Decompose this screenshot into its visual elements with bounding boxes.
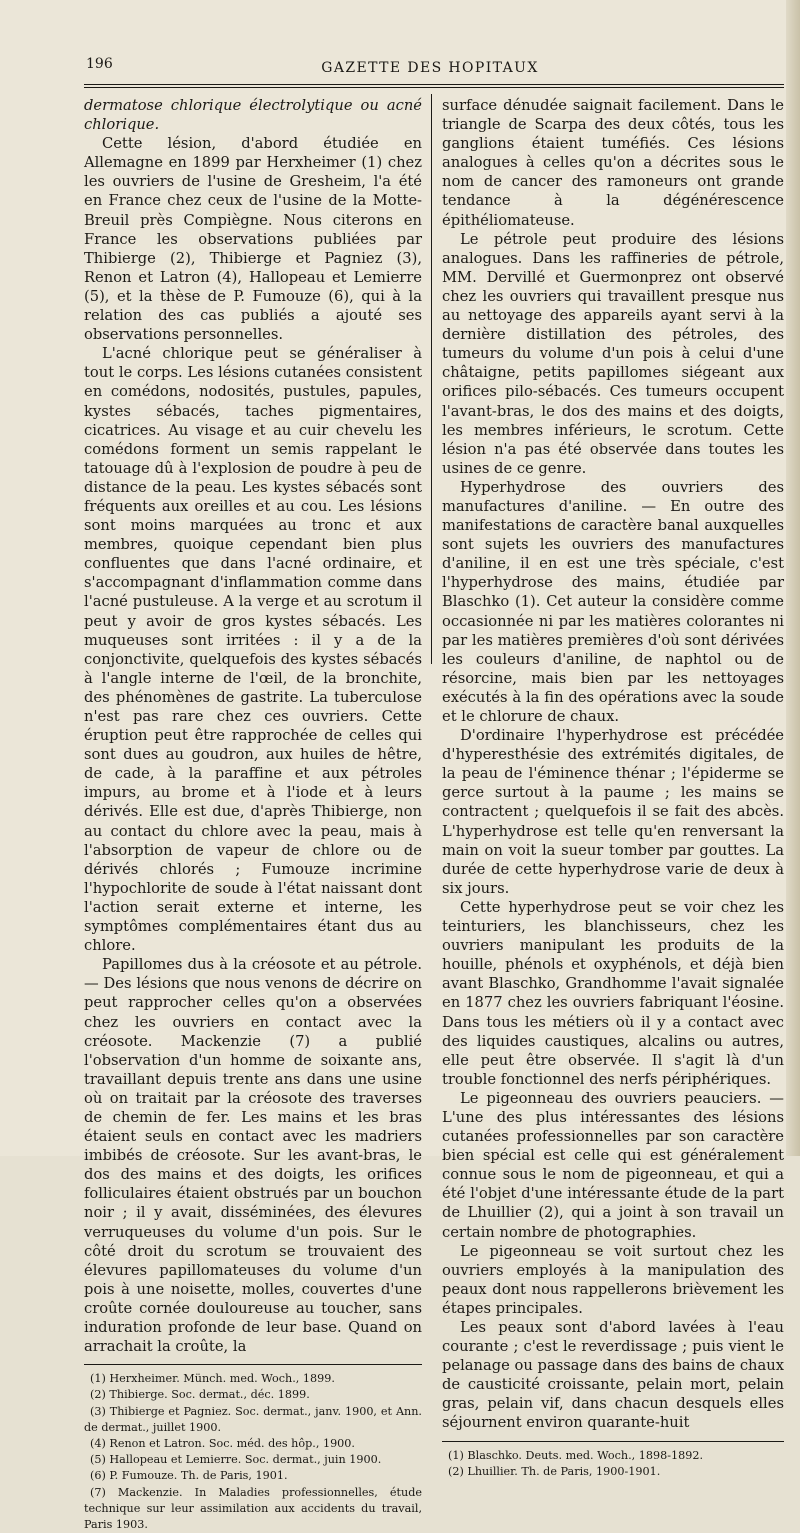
footnote: (7) Mackenzie. In Maladies professionnelles, étude technique sur leur assimilation aux accidents du travail, Paris 1903. <box>84 1485 422 1532</box>
paragraph: Cette lésion, d'abord étudiée en Allemagne en 1899 par Herxheimer (1) chez les ouvriers de l'usine de Gresheim, l'a été en France chez ceux de l'usine de la Motte-Breuil près Compiègne. Nous citerons en France les observations publiées par Thibierge (2), Thibierge et Pagniez (3), Renon et Latron (4), Hallopeau et Lemierre (5), et la thèse de P. Fumouze (6), qui à la relation des cas publiés a ajouté ses observations personnelles. <box>84 135 422 344</box>
column-divider <box>431 94 432 664</box>
footnote: (2) Thibierge. Soc. dermat., déc. 1899. <box>90 1388 310 1402</box>
paragraph: L'acné chlorique peut se généraliser à tout le corps. Les lésions cutanées consistent en comédons, nodosités, pustules, papules, kystes sébacés, taches pigmentaires, cicatrices. Au visage et au cuir chevelu les comédons forment un semis rappelant le tatouage dû à l'explosion de poudre à peu de distance de la peau. Les kystes sébacés sont fréquents aux oreilles et au cou. Les lésions sont moins marquées au tronc et aux membres, quoique cependant bien plus confluentes que dans l'acné ordinaire, et s'accompagnant d'inflammation comme dans l'acné pustuleuse. A la verge et au scrotum il peut y avoir de gros kystes sébacés. Les muqueuses sont irritées : il y a de la conjonctivite, quelquefois des kystes sébacés à l'angle interne de l'œil, de la bronchite, des phénomènes de gastrite. La tuberculose n'est pas rare chez ces ouvriers. Cette éruption peut être rapprochée de celles qui sont dues au goudron, aux huiles de hêtre, de cade, à la paraffine et aux pétroles impurs, au brome et à l'iode et à leurs dérivés. Elle est due, d'après Thibierge, non au contact du chlore avec la peau, mais à l'absorption de vapeur de chlore ou de dérivés chlorés ; Fumouze incrimine l'hypochlorite de soude à l'état naissant dont l'action serait externe et interne, les symptômes complémentaires étant dus au chlore. <box>84 345 422 955</box>
footnotes-left <box>84 1371 422 1533</box>
footnotes-right <box>442 1448 784 1480</box>
footnote: (1) Herxheimer. Münch. med. Woch., 1899. <box>90 1372 335 1386</box>
right-column <box>442 96 784 1480</box>
left-column <box>84 96 422 1533</box>
footnote: (6) P. Fumouze. Th. de Paris, 1901. <box>90 1469 288 1483</box>
paragraph-title: dermatose chlorique électrolytique ou acné chlorique. <box>84 97 422 134</box>
running-title: GAZETTE DES HOPITAUX <box>321 60 539 76</box>
footnote: (2) Lhuillier. Th. de Paris, 1900-1901. <box>448 1464 661 1478</box>
paragraph: surface dénudée saignait facilement. Dans le triangle de Scarpa des deux côtés, tous les ganglions étaient tuméfiés. Ces lésions analogues à celles qu'on a décrites sous le nom de cancer des ramoneurs ont grande tendance à la dégénérescence épithéliomateuse. <box>442 97 784 229</box>
page-edge-shadow <box>786 0 800 1156</box>
paragraph: Cette hyperhydrose peut se voir chez les teinturiers, les blanchisseurs, chez les ouvriers manipulant les produits de la houille, phénols et oxyphénols, et déjà bien avant Blaschko, Grandhomme l'avait signalée en 1877 chez les ouvriers fabriquant l'éosine. Dans tous les métiers où il y a contact avec des liquides caustiques, alcalins ou autres, elle peut être observée. Il s'agit là d'un trouble fonctionnel des nerfs périphériques. <box>442 898 784 1088</box>
header-double-rule <box>84 84 784 88</box>
paragraph: Les peaux sont d'abord lavées à l'eau courante ; c'est le reverdissage ; puis vient le pelanage ou passage dans des bains de chaux de causticité croissante, pelain mort, pelain gras, pelain vif, dans chacun desquels elles séjournent environ quarante-huit <box>442 1319 784 1432</box>
paragraph: Papillomes dus à la créosote et au pétrole. — Des lésions que nous venons de décrire on peut rapprocher celles qu'on a observées chez les ouvriers en contact avec la créosote. Mackenzie (7) a publié l'observation d'un homme de soixante ans, travaillant depuis trente ans dans une usine où on traitait par la créosote des traverses de chemin de fer. Les mains et les bras étaient seuls en contact avec les madriers imbibés de créosote. Sur les avant-bras, le dos des mains et des doigts, les orifices folliculaires étaient obstrués par un bouchon noir ; il y avait, disséminées, des élevures verruqueuses du volume d'un pois. Sur le côté droit du scrotum se trouvaient des élevures papillomateuses du volume d'un pois à une noisette, molles, couvertes d'une croûte cornée douloureuse au toucher, sans induration profonde de leur base. Quand on arrachait la croûte, la <box>84 956 422 1356</box>
footnote-rule <box>442 1441 784 1442</box>
footnote: (5) Hallopeau et Lemierre. Soc. dermat., juin 1900. <box>90 1453 382 1467</box>
paragraph: Le pétrole peut produire des lésions analogues. Dans les raffineries de pétrole, MM. Dervillé et Guermonprez ont observé chez les ouvriers qui travaillent presque nus au nettoyage des appareils ayant servi à la dernière distillation des pétroles, des tumeurs du volume d'un pois à celui d'une châtaigne, petits papillomes siégeant aux orifices pilo-sébacés. Ces tumeurs occupent l'avant-bras, le dos des mains et des doigts, les membres inférieurs, le scrotum. Cette lésion n'a pas été observée dans toutes les usines de ce genre. <box>442 230 784 477</box>
paragraph: Le pigeonneau se voit surtout chez les ouvriers employés à la manipulation des peaux dont nous rappellerons brièvement les étapes principales. <box>442 1242 784 1317</box>
footnote: (3) Thibierge et Pagniez. Soc. dermat., janv. 1900, et Ann. de dermat., juillet 1900. <box>84 1404 422 1434</box>
paragraph: Le pigeonneau des ouvriers peauciers. — L'une des plus intéressantes des lésions cutanées professionnelles par son caractère bien spécial est celle qui est généralement connue sous le nom de pigeonneau, et qui a été l'objet d'une intéressante étude de la part de Lhuillier (2), qui a joint à son travail un certain nombre de photographies. <box>442 1089 784 1241</box>
page-number: 196 <box>86 56 113 72</box>
footnote: (1) Blaschko. Deuts. med. Woch., 1898-1892. <box>448 1448 704 1462</box>
footnote-rule <box>84 1364 422 1365</box>
footnote: (4) Renon et Latron. Soc. méd. des hôp., 1900. <box>90 1437 355 1450</box>
paragraph: D'ordinaire l'hyperhydrose est précédée d'hyperesthésie des extrémités digitales, de la peau de l'éminence thénar ; l'épiderme se gerce surtout à la paume ; les mains se contractent ; quelquefois il se fait des abcès. L'hyperhydrose est telle qu'en renversant la main on voit la sueur tomber par gouttes. La durée de cette hyperhydrose varie de deux à six jours. <box>442 727 784 897</box>
paragraph: Hyperhydrose des ouvriers des manufactures d'aniline. — En outre des manifestations de caractère banal auxquelles sont sujets les ouvriers des manufactures d'aniline, il en est une très spéciale, c'est l'hyperhydrose des mains, étudiée par Blaschko (1). Cet auteur la considère comme occasionnée ni par les matières colorantes ni par les matières premières d'où sont dérivées les couleurs d'aniline, de naphtol ou de résorcine, mais bien par les nettoyages exécutés à la fin des opérations avec la soude et le chlorure de chaux. <box>442 478 784 725</box>
